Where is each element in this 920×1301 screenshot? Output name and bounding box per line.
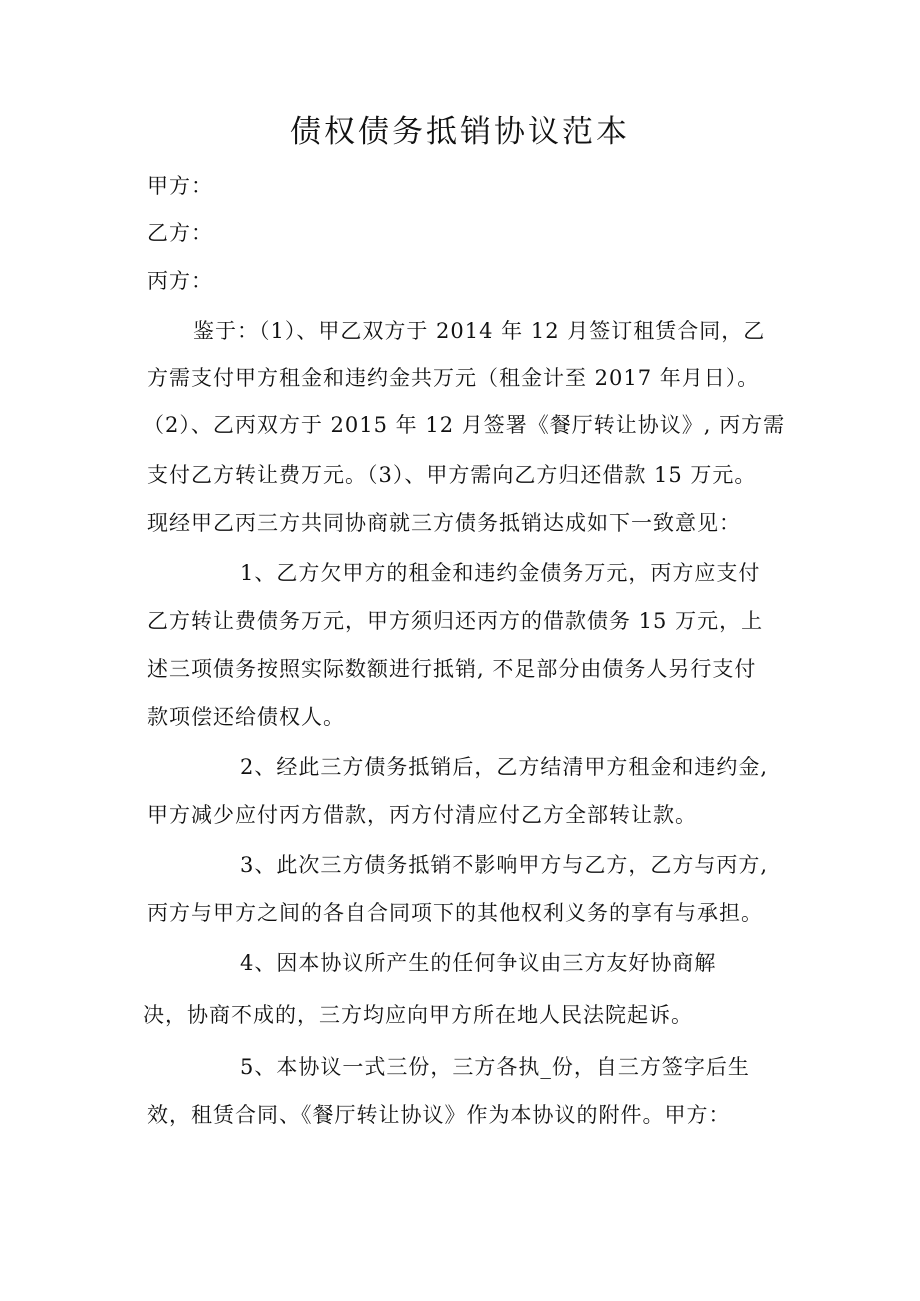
clause-4-line: 4、因本协议所产生的任何争议由三方友好协商解 xyxy=(240,951,717,975)
clause-1-line: 乙方转让费债务万元，甲方须归还丙方的借款债务 15 万元，上 xyxy=(147,609,764,633)
clause-2-line: 甲方减少应付丙方借款，丙方付清应付乙方全部转让款。 xyxy=(147,803,697,827)
recital-line: 支付乙方转让费万元。（3）、甲方需向乙方归还借款 15 万元。 xyxy=(147,463,757,487)
recital-line: （2）、乙丙双方于 2015 年 12 月签署《餐厅转让协议》, 丙方需 xyxy=(143,413,786,437)
clause-1-line: 款项偿还给债权人。 xyxy=(147,705,345,729)
recital-line: 现经甲乙丙三方共同协商就三方债务抵销达成如下一致意见： xyxy=(147,511,741,535)
clause-5-line: 5、本协议一式三份，三方各执_份，自三方签字后生 xyxy=(240,1055,750,1079)
clause-2-line: 2、经此三方债务抵销后，乙方结清甲方租金和违约金, xyxy=(240,755,769,779)
party-c-label: 丙方： xyxy=(147,269,213,293)
party-a-label: 甲方： xyxy=(147,174,213,198)
clause-1-line: 述三项债务按照实际数额进行抵销, 不足部分由债务人另行支付 xyxy=(147,657,757,681)
recital-line: 鉴于：（1）、甲乙双方于 2014 年 12 月签订租赁合同，乙 xyxy=(193,319,766,343)
clause-3-line: 丙方与甲方之间的各自合同项下的其他权利义务的享有与承担。 xyxy=(147,901,763,925)
clause-1-line: 1、乙方欠甲方的租金和违约金债务万元，丙方应支付 xyxy=(240,561,761,585)
clause-4-line: 决，协商不成的，三方均应向甲方所在地人民法院起诉。 xyxy=(143,1003,693,1027)
clause-5-line: 效，租赁合同、《餐厅转让协议》作为本协议的附件。甲方： xyxy=(147,1103,731,1127)
party-b-label: 乙方： xyxy=(147,221,213,245)
recital-line: 方需支付甲方租金和违约金共万元（租金计至 2017 年月日）。 xyxy=(147,366,760,390)
clause-3-line: 3、此次三方债务抵销不影响甲方与乙方，乙方与丙方, xyxy=(240,853,769,877)
document-title: 债权债务抵销协议范本 xyxy=(290,114,630,150)
